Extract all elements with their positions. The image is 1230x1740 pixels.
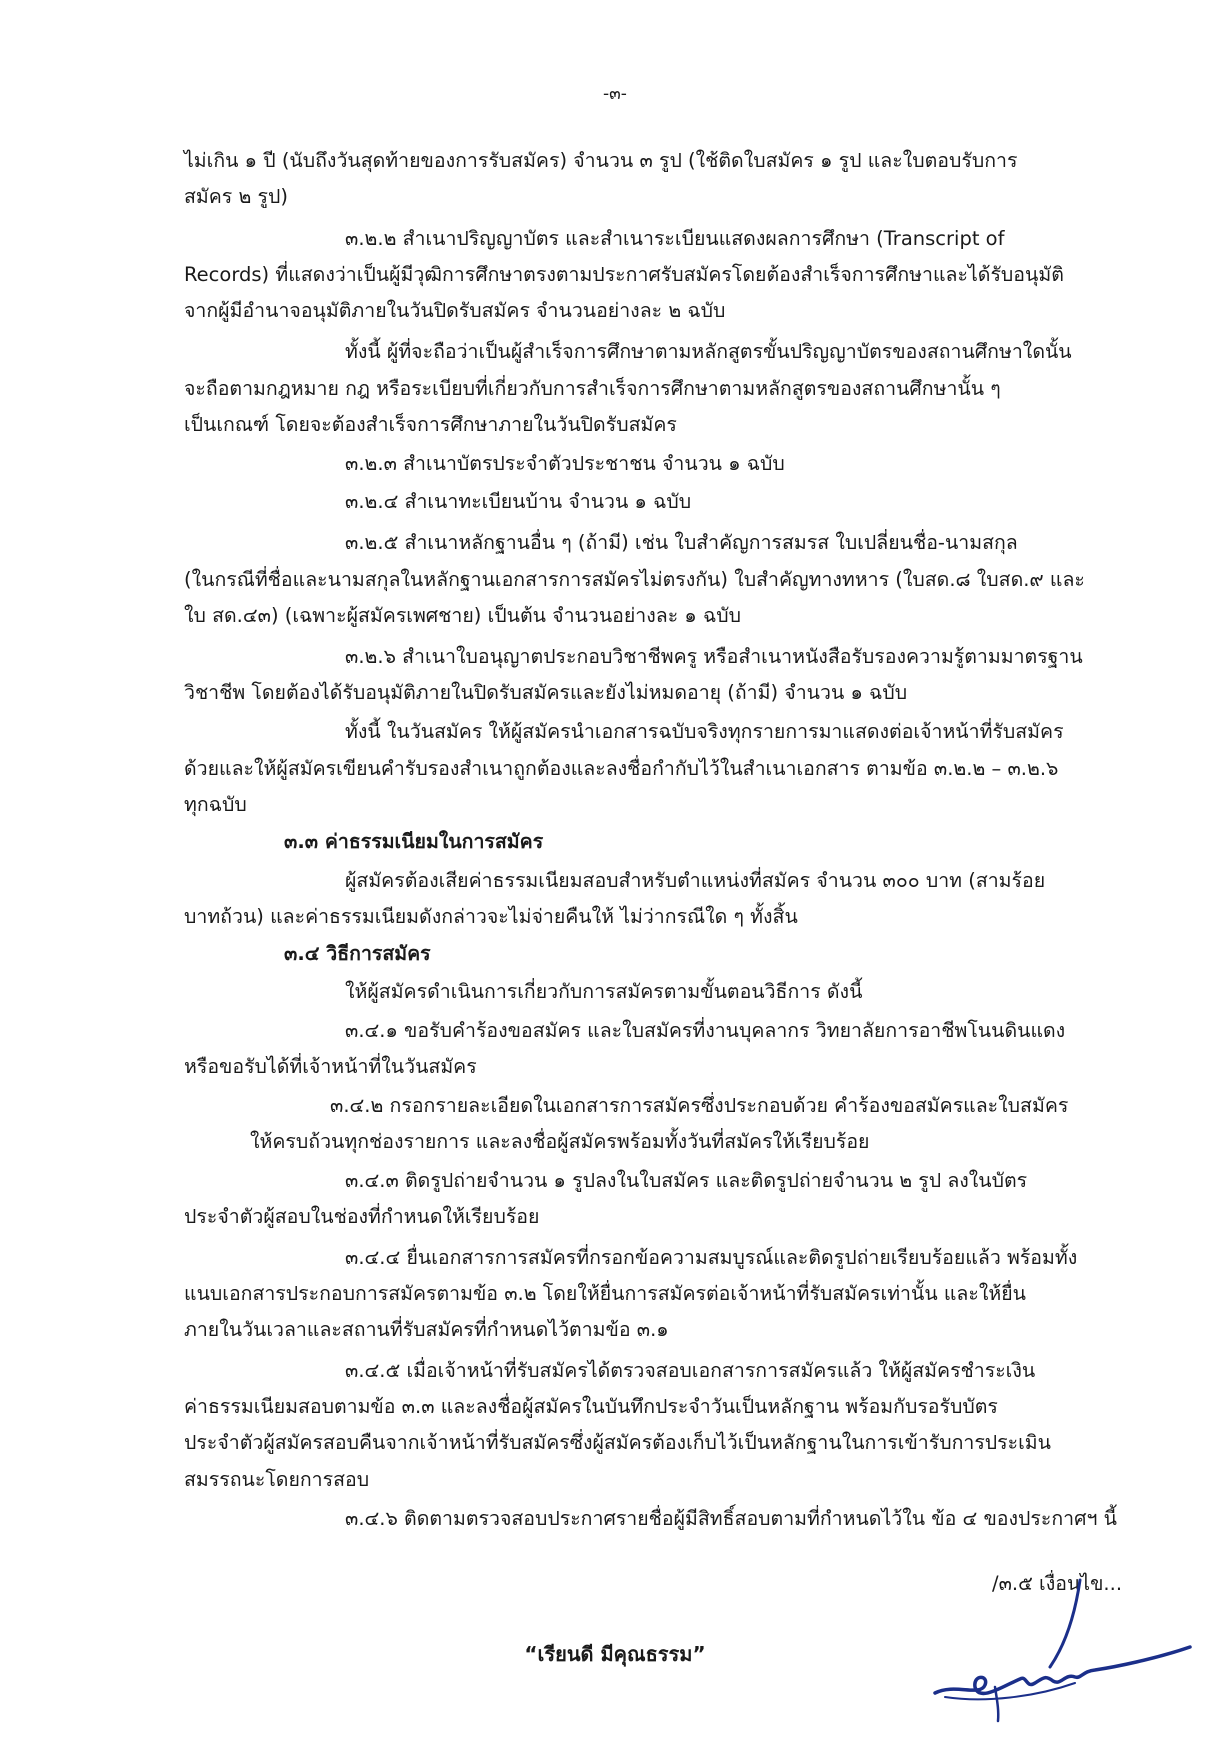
continuation-note: /๓.๕ เงื่อนไข...	[992, 1572, 1123, 1595]
text-line: ทั้งนี้ ผู้ที่จะถือว่าเป็นผู้สำเร็จการศึกษาตามหลักสูตรขั้นปริญญาบัตรของสถานศึกษาใดนั้น	[345, 340, 1072, 363]
text-line: เป็นเกณฑ์ โดยจะต้องสำเร็จการศึกษาภายในวันปิดรับสมัคร	[184, 413, 677, 436]
text-line: ๓.๒.๔ สำเนาทะเบียนบ้าน จำนวน ๑ ฉบับ	[345, 490, 692, 513]
text-line: ๓.๒.๓ สำเนาบัตรประจำตัวประชาชน จำนวน ๑ ฉบับ	[345, 452, 785, 475]
text-line: ค่าธรรมเนียมสอบตามข้อ ๓.๓ และลงชื่อผู้สมัครในบันทึกประจำวันเป็นหลักฐาน พร้อมกับรอรับบัตร	[184, 1395, 998, 1418]
text-line: ประจำตัวผู้สมัครสอบคืนจากเจ้าหน้าที่รับสมัครซึ่งผู้สมัครต้องเก็บไว้เป็นหลักฐานในการเข้ารับการประเมิน	[184, 1431, 1051, 1454]
text-line: ๓.๒.๒ สำเนาปริญญาบัตร และสำเนาระเบียนแสดงผลการศึกษา (Transcript of	[345, 227, 1005, 250]
text-line: บาทถ้วน) และค่าธรรมเนียมดังกล่าวจะไม่จ่ายคืนให้ ไม่ว่ากรณีใด ๆ ทั้งสิ้น	[184, 905, 798, 928]
text-line: ด้วยและให้ผู้สมัครเขียนคำรับรองสำเนาถูกต้องและลงชื่อกำกับไว้ในสำเนาเอกสาร ตามข้อ ๓.๒.๒ – ๓.๒.๖	[184, 757, 1059, 780]
text-line: ประจำตัวผู้สอบในช่องที่กำหนดให้เรียบร้อย	[184, 1205, 540, 1228]
text-line: ๓.๔.๕ เมื่อเจ้าหน้าที่รับสมัครได้ตรวจสอบเอกสารการสมัครแล้ว ให้ผู้สมัครชำระเงิน	[345, 1359, 1036, 1382]
text-line: ให้ครบถ้วนทุกช่องรายการ และลงชื่อผู้สมัครพร้อมทั้งวันที่สมัครให้เรียบร้อย	[250, 1130, 870, 1153]
text-line: จากผู้มีอำนาจอนุมัติภายในวันปิดรับสมัคร จำนวนอย่างละ ๒ ฉบับ	[184, 299, 726, 322]
text-line: ให้ผู้สมัครดำเนินการเกี่ยวกับการสมัครตามขั้นตอนวิธีการ ดังนี้	[345, 980, 863, 1003]
text-line: แนบเอกสารประกอบการสมัครตามข้อ ๓.๒ โดยให้ยื่นการสมัครต่อเจ้าหน้าที่รับสมัครเท่านั้น และให้ยื่น	[184, 1282, 1026, 1305]
text-line: ไม่เกิน ๑ ปี (นับถึงวันสุดท้ายของการรับสมัคร) จำนวน ๓ รูป (ใช้ติดใบสมัคร ๑ รูป และใบตอบรับการ	[184, 149, 1018, 172]
section-heading-method: ๓.๔ วิธีการสมัคร	[284, 942, 431, 965]
text-line: วิชาชีพ โดยต้องได้รับอนุมัติภายในปิดรับสมัครและยังไม่หมดอายุ (ถ้ามี) จำนวน ๑ ฉบับ	[184, 681, 908, 704]
text-line: (ในกรณีที่ชื่อและนามสกุลในหลักฐานเอกสารการสมัครไม่ตรงกัน) ใบสำคัญทางทหาร (ใบสด.๘ ใบสด.๙ และ	[184, 568, 1085, 591]
text-line: สมรรถนะโดยการสอบ	[184, 1468, 370, 1491]
text-line: ใบ สด.๔๓) (เฉพาะผู้สมัครเพศชาย) เป็นต้น จำนวนอย่างละ ๑ ฉบับ	[184, 604, 741, 627]
text-line: ๓.๔.๒ กรอกรายละเอียดในเอกสารการสมัครซึ่งประกอบด้วย คำร้องขอสมัครและใบสมัคร	[330, 1094, 1069, 1117]
text-line: ๓.๔.๖ ติดตามตรวจสอบประกาศรายชื่อผู้มีสิทธิ์สอบตามที่กำหนดไว้ใน ข้อ ๔ ของประกาศฯ นี้	[345, 1507, 1117, 1530]
text-line: จะถือตามกฎหมาย กฎ หรือระเบียบที่เกี่ยวกับการสำเร็จการศึกษาตามหลักสูตรของสถานศึกษานั้น ๆ	[184, 377, 1001, 400]
motto: “เรียนดี มีคุณธรรม”	[524, 1642, 706, 1666]
text-line: หรือขอรับได้ที่เจ้าหน้าที่ในวันสมัคร	[184, 1055, 477, 1078]
text-line: ๓.๔.๑ ขอรับคำร้องขอสมัคร และใบสมัครที่งานบุคลากร วิทยาลัยการอาชีพโนนดินแดง	[345, 1019, 1066, 1042]
text-line: ๓.๒.๖ สำเนาใบอนุญาตประกอบวิชาชีพครู หรือสำเนาหนังสือรับรองความรู้ตามมาตรฐาน	[345, 645, 1083, 668]
text-line: ทุกฉบับ	[184, 793, 247, 816]
text-line: ภายในวันเวลาและสถานที่รับสมัครที่กำหนดไว้ตามข้อ ๓.๑	[184, 1318, 669, 1341]
page-number: -๓-	[603, 84, 627, 104]
text-line: ๓.๒.๕ สำเนาหลักฐานอื่น ๆ (ถ้ามี) เช่น ใบสำคัญการสมรส ใบเปลี่ยนชื่อ-นามสกุล	[345, 531, 1018, 554]
text-line: ๓.๔.๓ ติดรูปถ่ายจำนวน ๑ รูปลงในใบสมัคร และติดรูปถ่ายจำนวน ๒ รูป ลงในบัตร	[345, 1169, 1028, 1192]
text-line: ๓.๔.๔ ยื่นเอกสารการสมัครที่กรอกข้อความสมบูรณ์และติดรูปถ่ายเรียบร้อยแล้ว พร้อมทั้ง	[345, 1246, 1078, 1269]
signature	[925, 1575, 1225, 1725]
text-line: สมัคร ๒ รูป)	[184, 185, 288, 208]
text-line: ทั้งนี้ ในวันสมัคร ให้ผู้สมัครนำเอกสารฉบับจริงทุกรายการมาแสดงต่อเจ้าหน้าที่รับสมัคร	[345, 720, 1064, 743]
text-line: Records) ที่แสดงว่าเป็นผู้มีวุฒิการศึกษาตรงตามประกาศรับสมัครโดยต้องสำเร็จการศึกษาและได้รับอนุมัติ	[184, 263, 1064, 286]
section-heading-fee: ๓.๓ ค่าธรรมเนียมในการสมัคร	[284, 830, 544, 853]
text-line: ผู้สมัครต้องเสียค่าธรรมเนียมสอบสำหรับตำแหน่งที่สมัคร จำนวน ๓๐๐ บาท (สามร้อย	[345, 869, 1046, 892]
